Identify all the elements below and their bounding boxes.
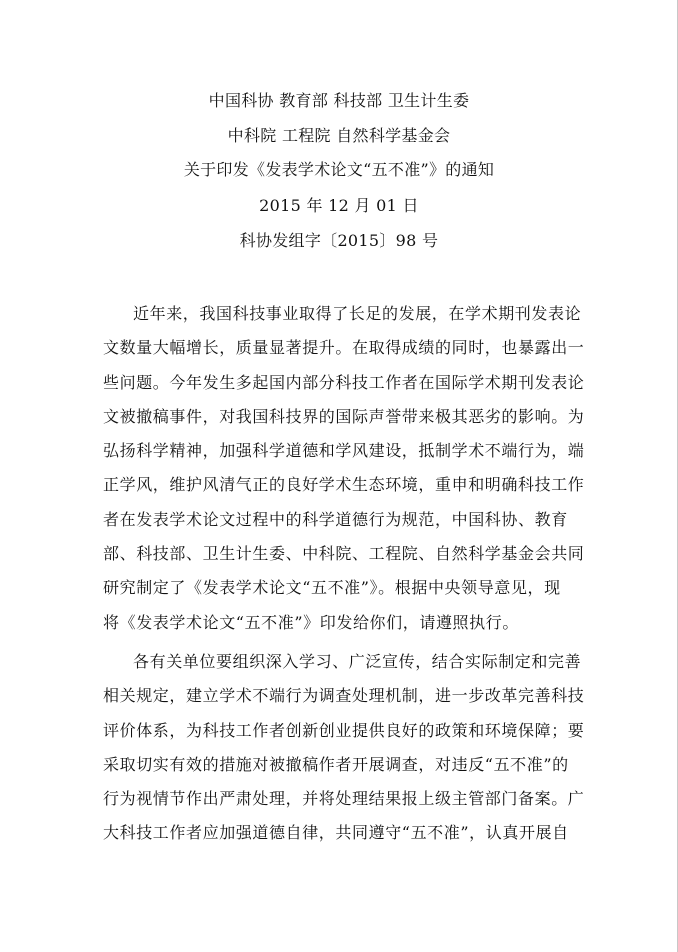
paragraph-1-line: 者在发表学术论文过程中的科学道德行为规范，中国科协、教育 xyxy=(103,509,568,529)
issuers-line-1: 中国科协 教育部 科技部 卫生计生委 xyxy=(208,91,470,110)
paragraph-2 xyxy=(103,645,585,851)
paragraph-1 xyxy=(103,297,585,640)
paragraph-2-line: 相关规定，建立学术不端行为调查处理机制，进一步改革完善科技 xyxy=(103,686,585,706)
issuers-line-2: 中科院 工程院 自然科学基金会 xyxy=(227,126,451,145)
paragraph-1-line: 文被撤稿事件，对我国科技界的国际声誉带来极其恶劣的影响。为 xyxy=(103,406,585,426)
document-number: 科协发组字〔2015〕98 号 xyxy=(239,231,439,250)
paragraph-1-line: 研究制定了《发表学术论文“五不准”》。根据中央领导意见，现 xyxy=(103,578,561,598)
paragraph-2-line: 各有关单位要组织深入学习、广泛宣传，结合实际制定和完善 xyxy=(133,652,582,671)
paragraph-1-line: 弘扬科学精神，加强科学道德和学风建设，抵制学术不端行为，端 xyxy=(103,441,585,461)
document-title: 关于印发《发表学术论文“五不准”》的通知 xyxy=(183,160,495,179)
paragraph-1-line: 正学风，维护风清气正的良好学术生态环境，重申和明确科技工作 xyxy=(103,475,585,495)
paragraph-1-line: 部、科技部、卫生计生委、中科院、工程院、自然科学基金会共同 xyxy=(103,544,585,564)
paragraph-2-line: 评价体系，为科技工作者创新创业提供良好的政策和环境保障；要 xyxy=(103,720,585,740)
paragraph-1-line: 将《发表学术论文“五不准”》印发给你们，请遵照执行。 xyxy=(103,612,519,632)
paragraph-1-line: 近年来，我国科技事业取得了长足的发展，在学术期刊发表论 xyxy=(133,304,582,323)
paragraph-1-line: 些问题。今年发生多起国内部分科技工作者在国际学术期刊发表论 xyxy=(103,372,585,392)
document-date: 2015 年 12 月 01 日 xyxy=(259,196,419,215)
paragraph-2-line: 行为视情节作出严肃处理，并将处理结果报上级主管部门备案。广 xyxy=(103,789,585,809)
paragraph-2-line: 采取切实有效的措施对被撤稿作者开展调查，对违反“五不准”的 xyxy=(103,754,569,774)
paragraph-1-line: 文数量大幅增长，质量显著提升。在取得成绩的同时，也暴露出一 xyxy=(103,338,585,358)
paragraph-2-line: 大科技工作者应加强道德自律，共同遵守“五不准”，认真开展自 xyxy=(103,823,569,843)
